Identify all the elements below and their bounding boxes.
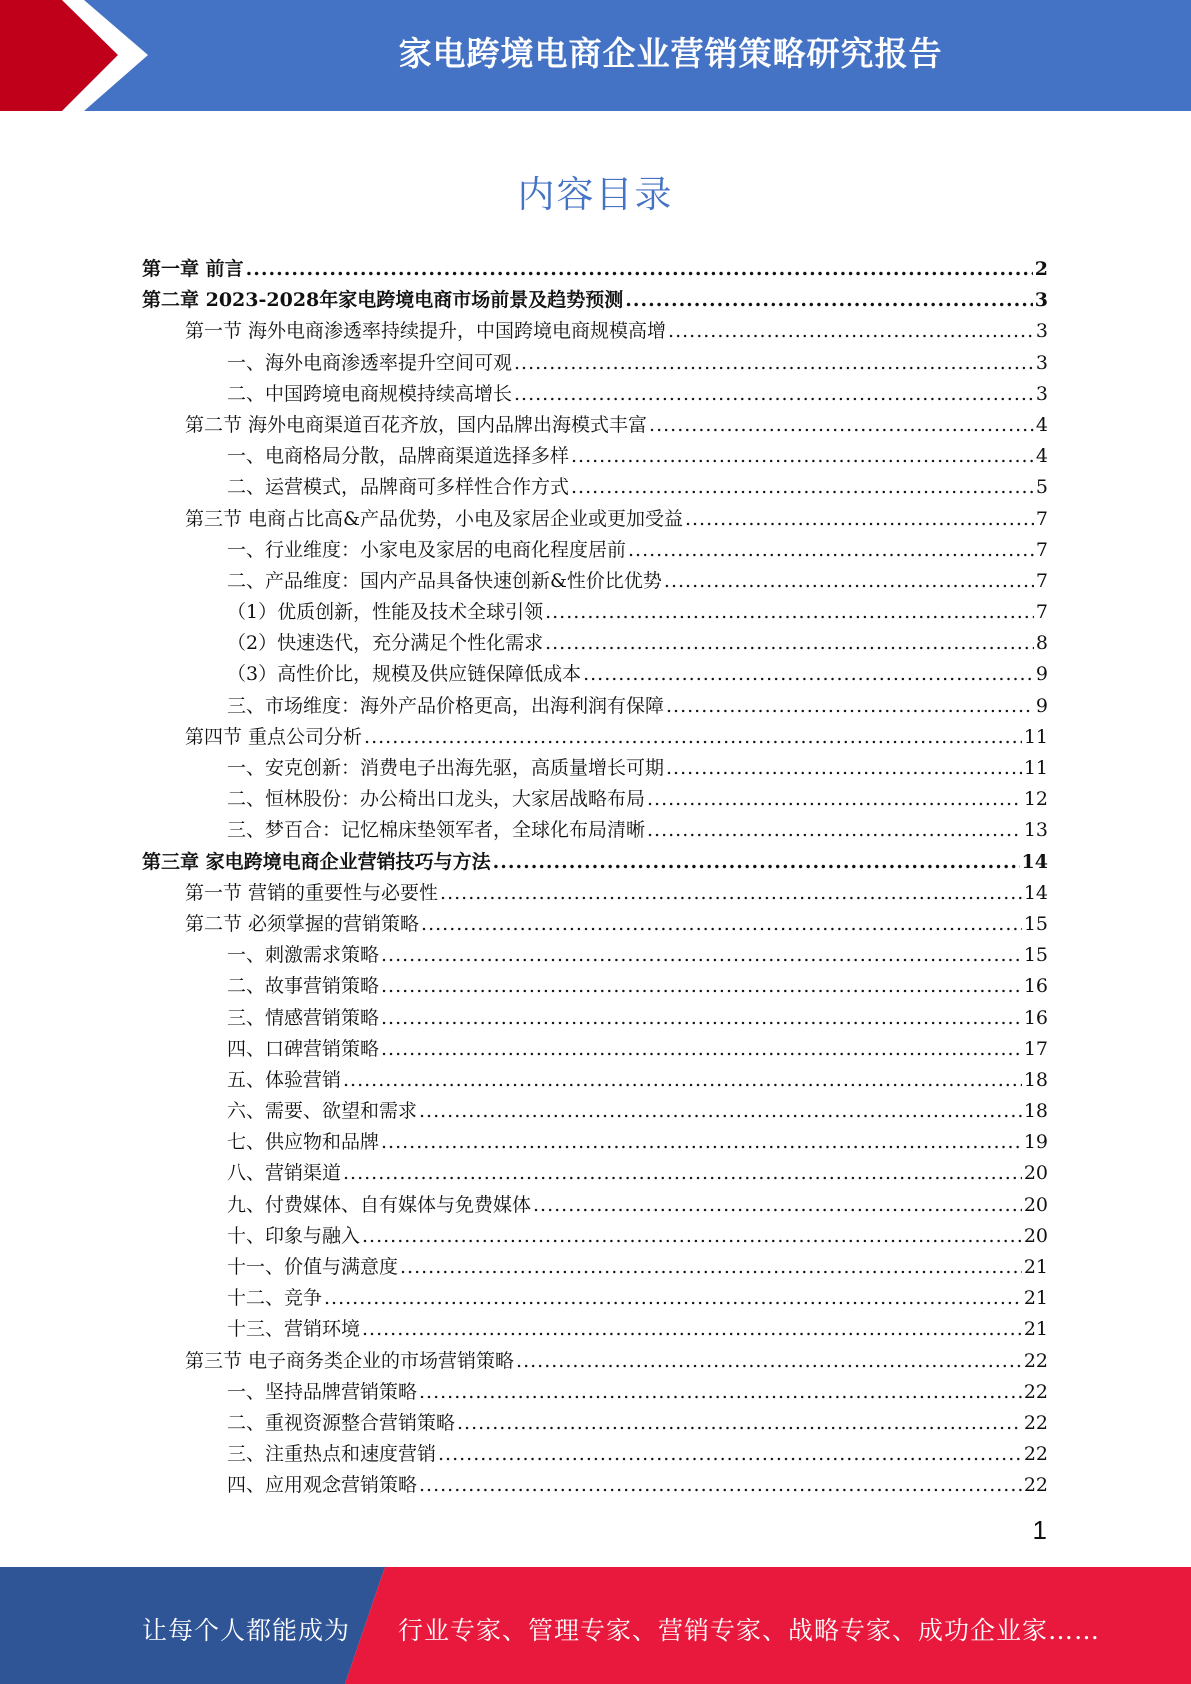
toc-dot-leader: [381, 971, 1022, 1002]
toc-dot-leader: [419, 1470, 1022, 1501]
toc-entry-page: 11: [1023, 757, 1048, 779]
toc-entry[interactable]: [142, 722, 1048, 753]
toc-entry[interactable]: [142, 784, 1048, 815]
toc-dot-leader: [400, 1252, 1022, 1283]
header-banner: [0, 0, 1191, 111]
toc-dot-leader: [625, 285, 1033, 316]
toc-entry[interactable]: [142, 909, 1048, 940]
toc-entry-label: 二、中国跨境电商规模持续高增长: [227, 382, 513, 405]
toc-entry-label: 第一章 前言: [142, 258, 244, 280]
toc-entry[interactable]: [142, 597, 1048, 628]
toc-entry[interactable]: [142, 878, 1048, 909]
toc-entry-page: 20: [1023, 1162, 1048, 1185]
toc-dot-leader: [668, 316, 1034, 347]
toc-entry-page: 3: [1035, 320, 1048, 343]
toc-entry-page: 22: [1023, 1349, 1048, 1372]
toc-entry-page: 21: [1023, 1256, 1048, 1278]
toc-entry-label: （1）优质创新，性能及技术全球引领: [227, 601, 544, 624]
toc-dot-leader: [545, 597, 1034, 628]
toc-entry[interactable]: [142, 504, 1048, 535]
toc-entry-page: 4: [1035, 445, 1048, 468]
toc-entry-label: （2）快速迭代，充分满足个性化需求: [227, 632, 544, 655]
toc-entry-label: 三、情感营销策略: [227, 1006, 380, 1029]
toc-dot-leader: [533, 1190, 1022, 1221]
toc-entry[interactable]: [142, 1034, 1048, 1065]
toc-entry-label: 二、恒林股份：办公椅出口龙头，大家居战略布局: [227, 788, 646, 811]
toc-entry-label: 九、付费媒体、自有媒体与免费媒体: [227, 1193, 532, 1216]
toc-entry-page: 17: [1023, 1037, 1048, 1060]
footer-slogan-left: 让每个人都能成为: [142, 1616, 351, 1645]
toc-entry-page: 7: [1035, 507, 1048, 530]
toc-entry[interactable]: [142, 691, 1048, 722]
toc-entry[interactable]: [142, 971, 1048, 1002]
toc-entry-label: 三、梦百合：记忆棉床垫领军者，全球化布局清晰: [227, 819, 646, 842]
toc-entry-page: 20: [1023, 1224, 1048, 1247]
table-of-contents: [142, 254, 1048, 1502]
toc-entry-page: 18: [1023, 1068, 1048, 1091]
toc-entry-label: 四、应用观念营销策略: [227, 1474, 418, 1497]
toc-entry-label: 一、海外电商渗透率提升空间可观: [227, 351, 513, 374]
toc-dot-leader: [343, 1065, 1022, 1096]
toc-entry-label: 四、口碑营销策略: [227, 1037, 380, 1060]
toc-entry-page: 20: [1023, 1193, 1048, 1216]
toc-entry-label: 一、刺激需求策略: [227, 944, 380, 967]
toc-entry-label: 第一节 海外电商渗透率持续提升，中国跨境电商规模高增: [185, 320, 667, 343]
toc-dot-leader: [493, 847, 1020, 878]
toc-entry-label: 第四节 重点公司分析: [185, 725, 363, 748]
toc-entry[interactable]: [142, 1283, 1048, 1314]
toc-entry[interactable]: [142, 847, 1048, 878]
toc-entry-page: 13: [1023, 819, 1048, 842]
toc-dot-leader: [343, 1158, 1022, 1189]
toc-dot-leader: [419, 1377, 1022, 1408]
toc-entry-label: 第二节 海外电商渠道百花齐放，国内品牌出海模式丰富: [185, 413, 648, 436]
toc-dot-leader: [649, 410, 1034, 441]
toc-entry[interactable]: [142, 285, 1048, 316]
toc-dot-leader: [628, 535, 1034, 566]
toc-dot-leader: [664, 566, 1034, 597]
toc-dot-leader: [362, 1221, 1022, 1252]
toc-entry-label: 六、需要、欲望和需求: [227, 1100, 418, 1123]
toc-entry[interactable]: [142, 815, 1048, 846]
toc-dot-leader: [666, 691, 1034, 722]
toc-entry[interactable]: [142, 1408, 1048, 1439]
toc-entry-page: 7: [1035, 601, 1048, 624]
toc-entry-page: 16: [1023, 1006, 1048, 1029]
toc-dot-leader: [545, 628, 1034, 659]
toc-entry-label: 一、安克创新：消费电子出海先驱，高质量增长可期: [227, 757, 665, 779]
toc-entry[interactable]: [142, 441, 1048, 472]
toc-dot-leader: [685, 504, 1034, 535]
toc-entry[interactable]: [142, 1377, 1048, 1408]
toc-entry-page: 9: [1035, 694, 1048, 717]
toc-entry[interactable]: [142, 1127, 1048, 1158]
toc-dot-leader: [516, 1346, 1022, 1377]
toc-dot-leader: [421, 909, 1022, 940]
toc-entry[interactable]: [142, 472, 1048, 503]
toc-entry[interactable]: [142, 1252, 1048, 1283]
toc-entry-label: 二、产品维度：国内产品具备快速创新&性价比优势: [227, 569, 662, 592]
toc-entry[interactable]: [142, 1439, 1048, 1470]
toc-entry-page: 21: [1023, 1287, 1048, 1310]
toc-entry[interactable]: [142, 566, 1048, 597]
toc-entry-page: 3: [1034, 289, 1048, 312]
toc-entry-label: 二、故事营销策略: [227, 975, 380, 998]
toc-entry[interactable]: [142, 254, 1048, 285]
toc-entry-page: 22: [1023, 1411, 1048, 1434]
toc-entry[interactable]: [142, 1314, 1048, 1345]
toc-entry[interactable]: [142, 410, 1048, 441]
toc-dot-leader: [324, 1283, 1022, 1314]
toc-dot-leader: [438, 1439, 1022, 1470]
toc-entry-page: 5: [1035, 476, 1048, 499]
report-title: 家电跨境电商企业营销策略研究报告: [398, 34, 943, 73]
toc-entry[interactable]: [142, 628, 1048, 659]
toc-entry-label: 八、营销渠道: [227, 1162, 342, 1185]
toc-entry-page: 3: [1035, 351, 1048, 374]
toc-entry-page: 3: [1035, 382, 1048, 405]
toc-entry[interactable]: [142, 535, 1048, 566]
toc-entry[interactable]: [142, 1158, 1048, 1189]
footer-banner: [0, 1567, 1191, 1684]
toc-entry-label: 第三节 电商占比高&产品优势，小电及家居企业或更加受益: [185, 507, 683, 530]
toc-dot-leader: [381, 1127, 1022, 1158]
toc-entry-label: 五、体验营销: [227, 1068, 342, 1091]
toc-entry-page: 14: [1021, 850, 1048, 873]
toc-entry-label: 第三章 家电跨境电商企业营销技巧与方法: [142, 850, 491, 873]
toc-entry-label: 一、坚持品牌营销策略: [227, 1380, 418, 1403]
toc-entry-page: 18: [1023, 1100, 1048, 1123]
toc-entry-label: 三、市场维度：海外产品价格更高，出海利润有保障: [227, 694, 665, 717]
footer-slogan-right: 行业专家、管理专家、营销专家、战略专家、成功企业家……: [398, 1616, 1101, 1645]
toc-entry-page: 8: [1035, 632, 1048, 655]
toc-entry[interactable]: [142, 316, 1048, 347]
toc-dot-leader: [571, 472, 1034, 503]
toc-dot-leader: [457, 1408, 1022, 1439]
toc-dot-leader: [246, 254, 1033, 285]
toc-entry-label: 第三节 电子商务类企业的市场营销策略: [185, 1349, 515, 1372]
toc-entry-page: 2: [1034, 258, 1048, 280]
toc-entry-label: 十、印象与融入: [227, 1224, 361, 1247]
toc-entry[interactable]: [142, 1190, 1048, 1221]
toc-dot-leader: [666, 753, 1022, 784]
toc-entry-label: （3）高性价比，规模及供应链保障低成本: [227, 663, 582, 686]
page-number: 1: [1032, 1515, 1047, 1545]
toc-entry-page: 7: [1035, 538, 1048, 561]
toc-entry-page: 7: [1035, 569, 1048, 592]
toc-entry[interactable]: [142, 940, 1048, 971]
toc-entry[interactable]: [142, 753, 1048, 784]
toc-entry-label: 三、注重热点和速度营销: [227, 1443, 437, 1466]
toc-entry-page: 14: [1023, 881, 1048, 904]
toc-dot-leader: [362, 1314, 1022, 1345]
toc-dot-leader: [647, 784, 1022, 815]
toc-entry-label: 一、电商格局分散，品牌商渠道选择多样: [227, 445, 570, 468]
toc-dot-leader: [647, 815, 1022, 846]
toc-entry-page: 9: [1035, 663, 1048, 686]
toc-dot-leader: [381, 1034, 1022, 1065]
toc-dot-leader: [440, 878, 1022, 909]
toc-entry-label: 第二章 2023-2028年家电跨境电商市场前景及趋势预测: [142, 289, 624, 312]
toc-entry-label: 二、运营模式，品牌商可多样性合作方式: [227, 476, 570, 499]
toc-dot-leader: [514, 379, 1034, 410]
toc-entry[interactable]: [142, 1003, 1048, 1034]
toc-entry-label: 十二、竞争: [227, 1287, 323, 1310]
toc-entry-page: 12: [1023, 788, 1048, 811]
toc-entry[interactable]: [142, 379, 1048, 410]
toc-entry[interactable]: [142, 348, 1048, 379]
toc-dot-leader: [419, 1096, 1022, 1127]
toc-dot-leader: [571, 441, 1034, 472]
toc-entry-label: 十一、价值与满意度: [227, 1256, 399, 1278]
toc-entry-page: 4: [1035, 413, 1048, 436]
toc-entry-page: 22: [1023, 1380, 1048, 1403]
toc-entry[interactable]: [142, 1065, 1048, 1096]
toc-dot-leader: [364, 722, 1022, 753]
toc-entry-label: 七、供应物和品牌: [227, 1131, 380, 1154]
toc-entry-page: 15: [1023, 944, 1048, 967]
toc-entry-page: 15: [1023, 912, 1048, 935]
toc-entry-page: 22: [1023, 1443, 1048, 1466]
toc-entry-page: 21: [1023, 1318, 1048, 1341]
toc-entry-label: 二、重视资源整合营销策略: [227, 1411, 456, 1434]
toc-entry-page: 22: [1023, 1474, 1048, 1497]
toc-entry-label: 第二节 必须掌握的营销策略: [185, 912, 420, 935]
toc-heading: 内容目录: [517, 173, 674, 216]
toc-entry[interactable]: [142, 1470, 1048, 1501]
toc-dot-leader: [514, 348, 1034, 379]
toc-dot-leader: [381, 1003, 1022, 1034]
toc-entry-page: 19: [1023, 1131, 1048, 1154]
toc-entry[interactable]: [142, 659, 1048, 690]
toc-entry[interactable]: [142, 1096, 1048, 1127]
toc-entry-label: 第一节 营销的重要性与必要性: [185, 881, 439, 904]
toc-dot-leader: [583, 659, 1034, 690]
toc-dot-leader: [381, 940, 1022, 971]
toc-entry-page: 16: [1023, 975, 1048, 998]
toc-entry[interactable]: [142, 1221, 1048, 1252]
toc-entry-page: 11: [1023, 725, 1048, 748]
toc-entry-label: 十三、营销环境: [227, 1318, 361, 1341]
toc-entry-label: 一、行业维度：小家电及家居的电商化程度居前: [227, 538, 627, 561]
toc-entry[interactable]: [142, 1346, 1048, 1377]
